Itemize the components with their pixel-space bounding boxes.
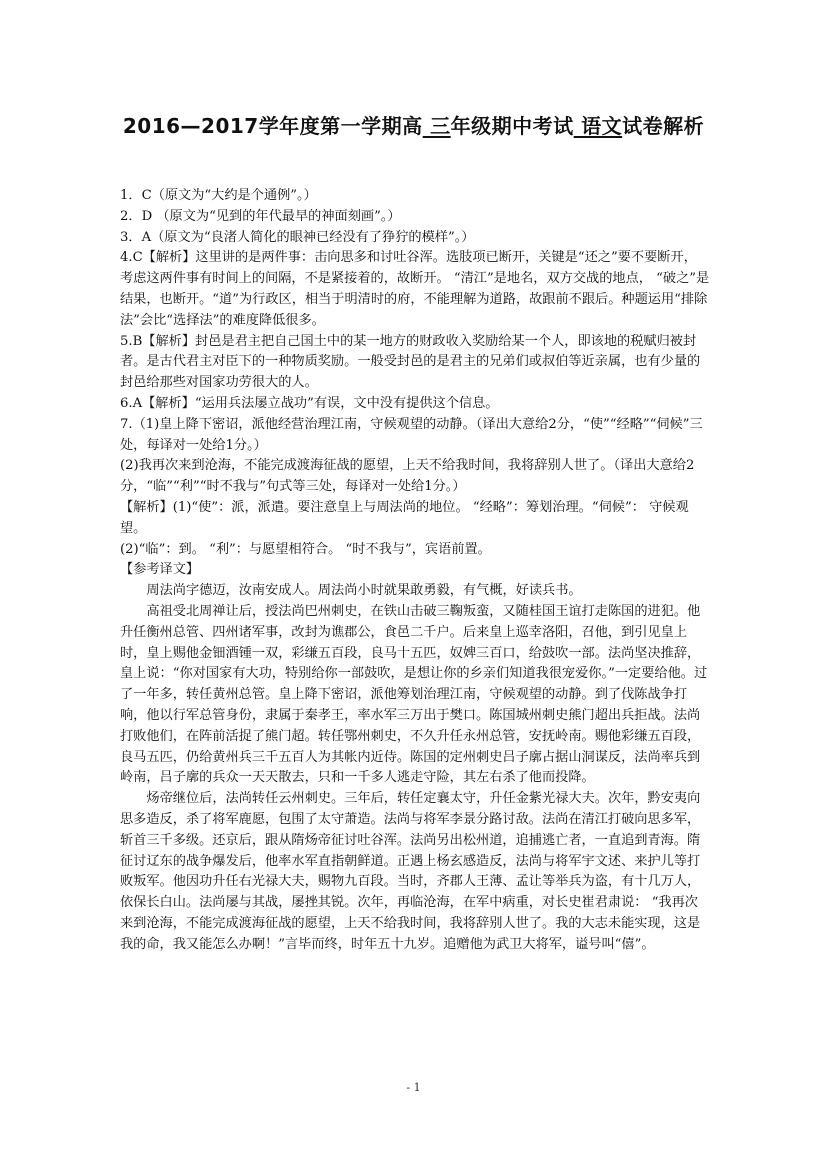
answer-content [120,186,710,955]
title-prefix: 2016—2017学年度第一学期高 [122,114,423,138]
analysis-line: (2)“临”：到。 “利”：与愿望相符合。 “时不我与”，宾语前置。 [120,541,491,557]
page-number: - 1 [406,1081,421,1094]
answer-paragraph: 4.C【解析】这里讲的是两件事：击向思多和讨吐谷浑。选肢项已断开，关键是“还之”要不要断开，考虑这两件事有时间上的间隔，不是紧接着的，故断开。 “清江”是地名，双方交战的地点， “破之”是结果，也断开。“道”为行政区，相当于明清时的府，不能理解为道路，故跟前不跟后。种题运用“排除法”会比“选择法”的难度降低很多。 [120,250,710,328]
translation-paragraph: 炀帝继位后，法尚转任云州刺史。三年后，转任定襄太守，升任金紫光禄大夫。次年，黔安夷向思多造反，杀了将军鹿愿，包围了太守萧造。法尚与将军李景分路讨敌。法尚在清江打破向思多军，斩首三千多级。还京后，跟从隋炀帝征讨吐谷浑。法尚另出松州道，追捕逃亡者，一直追到青海。隋征讨辽东的战争爆发后，他率水军直指朝鲜道。正遇上杨玄感造反，法尚与将军宇文述、来护儿等打败叛军。他因功升任右光禄大夫，赐物九百段。当时，齐郡人王薄、孟让等举兵为盗，有十几万人，依保长白山。法尚屡与其战，屡挫其锐。次年，再临沧海，在军中病重，对长史崔君肃说： “我再次来到沧海，不能完成渡海征战的愿望，上天不给我时间，我将辞别人世了。我的大志未能实现，这是我的命，我又能怎么办啊！”言毕而终，时年五十九岁。追赠他为武卫大将军，谥号叫“僖”。 [120,791,701,952]
title-grade: 三 [422,114,451,138]
translation-paragraph: 周法尚字德迈，汝南安成人。周法尚小时就果敢勇毅，有气概，好读兵书。 [146,583,582,599]
answer-paragraph: (2)我再次来到沧海，不能完成渡海征战的愿望，上天不给我时间，我将辞别人世了。（译出大意给2分，“临”“利”“时不我与”句式等三处，每译对一处给1分。） [120,458,695,495]
page-title [0,110,827,139]
title-middle: 年级期中考试 [450,114,574,138]
title-subject: 语文 [573,114,623,138]
answer-line: 6.A【解析】“运用兵法屡立战功”有误，文中没有提供这个信息。 [120,395,499,411]
answer-line: 1．C（原文为“大约是个通例”。） [120,188,317,203]
analysis-paragraph: 【解析】(1)“使”：派，派遣。要注意皇上与周法尚的地位。 “经略”：筹划治理。“伺候”： 守候观望。 [120,499,689,536]
translation-heading: 【参考译文】 [120,562,200,578]
answer-paragraph: 7.（1)皇上降下密诏，派他经营治理江南，守候观望的动静。（译出大意给2分，“使”“经略”“伺候”三处，每译对一处给1分。） [120,416,703,453]
answer-paragraph: 5.B【解析】封邑是君主把自己国土中的某一地方的财政收入奖励给某一个人，即该地的税赋归被封者。是古代君主对臣下的一种物质奖励。一般受封邑的是君主的兄弟们或叔伯等近亲属，也有少量的封邑给那些对国家功劳很大的人。 [120,333,701,391]
translation-paragraph: 高祖受北周禅让后，授法尚巴州刺史，在铁山击破三鞠叛蛮，又随桂国王谊打走陈国的进犯。他升任衡州总管、四州诸军事，改封为谯郡公，食邑二千户。后来皇上巡幸洛阳，召他，到引见皇上时，皇上赐他金钿酒锺一双，彩缣五百段，良马十五匹，奴婢三百口，给鼓吹一部。法尚坚决推辞，皇上说：“你对国家有大功，特别给你一部鼓吹，是想让你的乡亲们知道我很宠爱你。”一定要给他。过了一年多，转任黄州总管。皇上降下密诏，派他筹划治理江南，守候观望的动静。到了伐陈战争打响，他以行军总管身份，隶属于秦孝王，率水军三万出于樊口。陈国城州刺史熊门超出兵拒战。法尚打败他们，在阵前活捉了熊门超。转任鄂州刺史，不久升任永州总管，安抚岭南。赐他彩缣五百段，良马五匹，仍给黄州兵三千五百人为其帐内近侍。陈国的定州刺史吕子廓占据山洞谋反，法尚率兵到岭南，吕子廓的兵众一天天散去，只和一千多人逃走守险，其左右杀了他而投降。 [120,603,708,786]
answer-line: 2．D （原文为“见到的年代最早的神面刻画”。） [120,208,401,224]
title-suffix: 试卷解析 [622,114,705,138]
answer-line: 3．A（原文为“良渚人简化的眼神已经没有了狰狞的模样”。） [120,229,475,245]
